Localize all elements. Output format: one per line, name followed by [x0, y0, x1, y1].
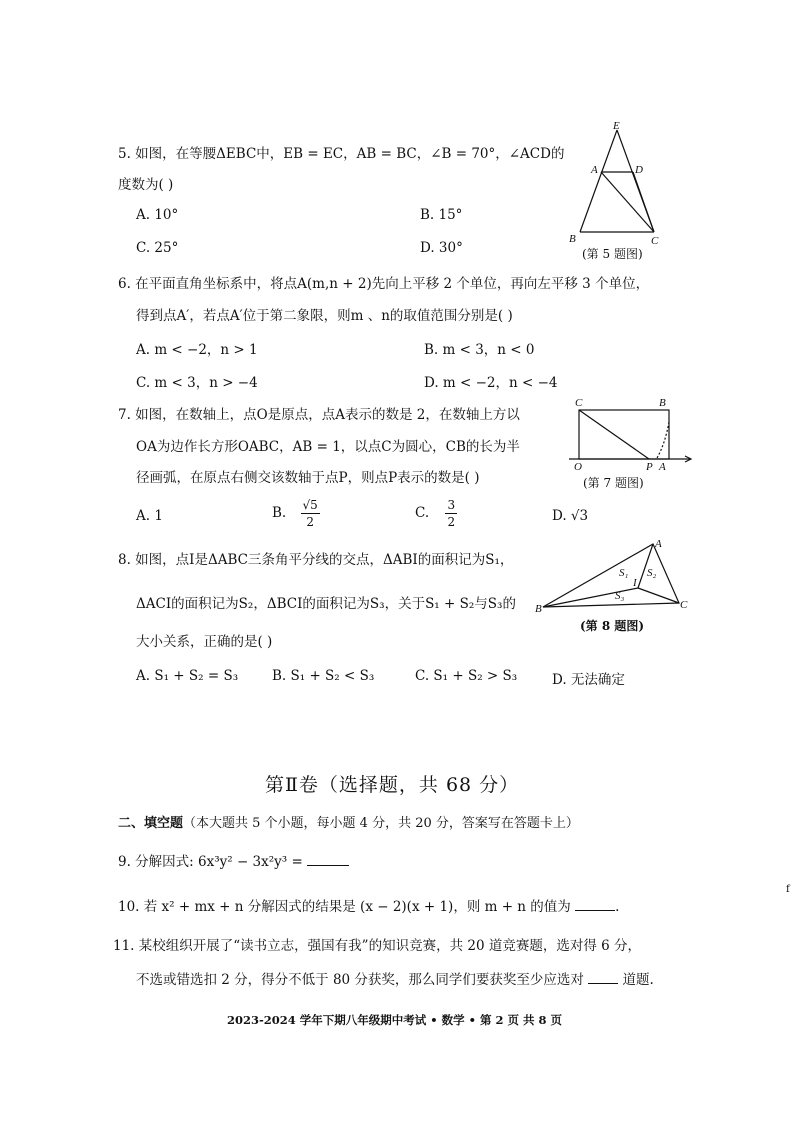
q8-area-s2: S₂	[647, 567, 657, 579]
q7-stem-line3: 径画弧，在原点右侧交该数轴于点P，则点P表示的数是( )	[136, 470, 480, 486]
q11-answer-blank[interactable]	[588, 972, 618, 984]
q7-option-c-numerator: 3	[447, 498, 456, 512]
q8-point-a: A	[655, 538, 662, 550]
q5-option-b: B. 15°	[420, 207, 463, 223]
q11-line1: 11. 某校组织开展了“读书立志，强国有我”的知识竞赛，共 20 道竞赛题，选对得 6 分，	[113, 938, 641, 954]
q9	[118, 850, 349, 870]
q5-point-c: C	[651, 235, 659, 247]
q9-answer-blank[interactable]	[307, 854, 349, 866]
q8-figure-caption: (第 8 题图)	[580, 619, 645, 633]
q11-line2	[136, 968, 654, 988]
q5-stem-line2: 度数为( )	[118, 177, 174, 193]
q7-point-a: A	[659, 461, 666, 472]
q7-option-d: D. √3	[552, 508, 589, 524]
q5-figure-caption: (第 5 题图)	[582, 247, 643, 261]
q5-stem-line1: 5. 如图，在等腰ΔEBC中，EB = EC，AB = BC，∠B = 70°，∠ACD的	[118, 146, 565, 162]
q8-option-a: A. S₁ + S₂ = S₃	[136, 668, 239, 684]
q7-stem-line1: 7. 如图，在数轴上，点O是原点，点A表示的数是 2，在数轴上方以	[118, 407, 520, 423]
q11-line2-text: 不选或错选扣 2 分，得分不低于 80 分获奖，那么同学们要获奖至少应选对	[136, 972, 589, 988]
q8-point-c: C	[680, 599, 688, 611]
q6-option-b: B. m < 3，n < 0	[424, 342, 535, 358]
margin-mark: f	[786, 884, 790, 895]
q8-point-b: B	[535, 603, 542, 615]
q5-point-e: E	[613, 120, 620, 132]
q7-option-b-denominator: 2	[306, 515, 314, 529]
q8-option-b: B. S₁ + S₂ < S₃	[272, 668, 375, 684]
section-part-note: （本大题共 5 个小题，每小题 4 分，共 20 分，答案写在答题卡上）	[183, 816, 579, 831]
q6-option-c: C. m < 3，n > −4	[136, 375, 258, 391]
q8-option-c: C. S₁ + S₂ > S₃	[415, 668, 518, 684]
q7-option-c-label: C.	[415, 505, 430, 521]
q7-option-b-numerator: √5	[302, 498, 318, 512]
q7-option-c	[415, 497, 457, 530]
q10-answer-blank[interactable]	[575, 899, 615, 911]
q8-stem-line1: 8. 如图，点I是ΔABC三条角平分线的交点，ΔABI的面积记为S₁，	[118, 552, 514, 568]
q5-figure	[565, 120, 675, 260]
q7-point-o: O	[574, 461, 582, 472]
q8-area-s3: S₃	[615, 590, 625, 602]
q5-point-a: A	[591, 164, 598, 176]
q8-figure	[533, 538, 693, 616]
q6-option-d: D. m < −2，n < −4	[424, 375, 558, 391]
q5-option-c: C. 25°	[136, 240, 179, 256]
page-footer: 2023-2024 学年下期八年级期中考试 • 数学 • 第 2 页 共 8 页	[227, 1013, 563, 1027]
q7-option-c-fraction	[445, 497, 457, 530]
q7-option-b	[272, 497, 320, 530]
q7-figure	[565, 396, 697, 472]
q10-text: 10. 若 x² + mx + n 分解因式的结果是 (x − 2)(x + 1)，则 m + n 的值为	[118, 899, 576, 915]
q6-stem-line1: 6. 在平面直角坐标系中，将点A(m,n + 2)先向上平移 2 个单位，再向左平移 3 个单位，	[118, 276, 650, 292]
q7-option-a: A. 1	[136, 508, 163, 524]
q7-point-p: P	[646, 461, 653, 472]
q7-stem-line2: OA为边作长方形OABC，AB = 1，以点C为圆心，CB的长为半	[136, 439, 520, 455]
section-part-heading	[118, 812, 579, 831]
q5-option-a: A. 10°	[136, 207, 179, 223]
q8-point-i: I	[633, 577, 637, 589]
q8-area-s1: S₁	[619, 567, 629, 579]
section-title: 第Ⅱ卷（选择题，共 68 分）	[265, 774, 520, 796]
q8-stem-line2: ΔACI的面积记为S₂，ΔBCI的面积记为S₃，关于S₁ + S₂与S₃的	[136, 596, 516, 612]
q7-option-c-denominator: 2	[447, 515, 456, 529]
q5-point-d: D	[635, 164, 643, 176]
q7-point-b: B	[659, 397, 666, 409]
q9-text: 9. 分解因式: 6x³y² − 3x²y³ =	[118, 854, 308, 870]
section-part-label: 二、填空题	[118, 816, 184, 831]
q6-option-a: A. m < −2，n > 1	[136, 342, 258, 358]
q7-option-b-fraction	[301, 497, 320, 530]
q5-option-d: D. 30°	[420, 240, 463, 256]
q7-option-b-label: B.	[272, 505, 287, 521]
q8-option-d: D. 无法确定	[552, 672, 625, 688]
q5-point-b: B	[569, 233, 576, 245]
q6-stem-line2: 得到点A′，若点A′位于第二象限，则m 、n的取值范围分别是( )	[136, 308, 513, 324]
q10	[118, 895, 619, 915]
q8-stem-line3: 大小关系，正确的是( )	[136, 634, 273, 650]
q11-line2-end: 道题.	[618, 972, 654, 988]
q7-figure-caption: (第 7 题图)	[583, 476, 644, 490]
q10-text-end: .	[615, 899, 620, 915]
q7-point-c: C	[575, 397, 583, 409]
